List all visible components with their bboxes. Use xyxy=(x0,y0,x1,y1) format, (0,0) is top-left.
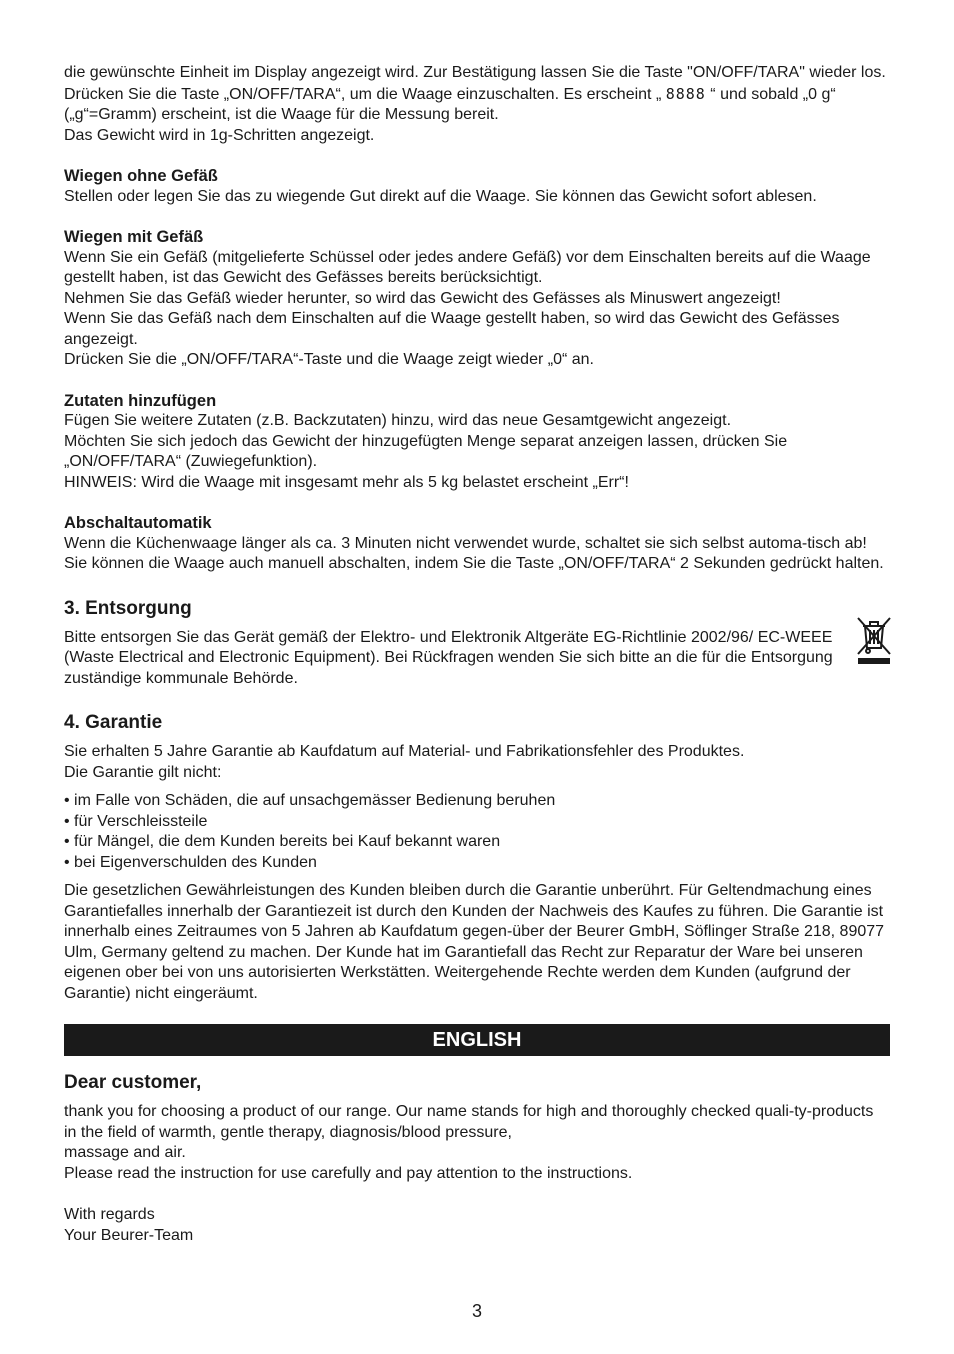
heading-entsorgung: 3. Entsorgung xyxy=(64,597,192,619)
english-p2: massage and air. xyxy=(64,1144,186,1161)
heading-abschalt: Abschaltautomatik xyxy=(64,514,212,532)
english-banner: ENGLISH xyxy=(64,1024,890,1056)
wiegen-mit-p1: Wenn Sie ein Gefäß (mitgelieferte Schüssel oder jedes andere Gefäß) vor dem Einschalten bereits auf die Waage gestellt haben, ist das Gewicht des Gefässes bereits berücksichtigt. xyxy=(64,248,871,286)
heading-zutaten: Zutaten hinzufügen xyxy=(64,391,217,410)
garantie-p2: Die Garantie gilt nicht: xyxy=(64,763,222,781)
english-p1: thank you for choosing a product of our range. Our name stands for high and thoroughly checked quali-ty-products in the field of warmth, gentle therapy, diagnosis/blood pressure, xyxy=(64,1103,874,1141)
intro-line-2 xyxy=(64,84,890,126)
entsorgung-text: Bitte entsorgen Sie das Gerät gemäß der Elektro- und Elektronik Altgeräte EG-Richtlinie 2002/96/ EC-WEEE (Waste Electrical and Electronic Equipment). Bei Rückfragen wenden Sie sich bitte an die für die Entsorgung zuständige kommunale Behörde. xyxy=(64,628,833,687)
weee-bin-icon xyxy=(854,614,894,666)
heading-wiegen-ohne: Wiegen ohne Gefäß xyxy=(64,167,218,185)
display-8888: 8888 xyxy=(665,84,706,103)
english-p3: Please read the instruction for use carefully and pay attention to the instructions. xyxy=(64,1164,633,1182)
wiegen-mit-p3: Wenn Sie das Gefäß nach dem Einschalten auf die Waage gestellt haben, so wird das Gewicht des Gefässes angezeigt. xyxy=(64,310,840,348)
garantie-p1: Sie erhalten 5 Jahre Garantie ab Kaufdatum auf Material- und Fabrikationsfehler des Produktes. xyxy=(64,743,745,760)
wiegen-mit-p2: Nehmen Sie das Gefäß wieder herunter, so wird das Gewicht des Gefässes als Minuswert angezeigt! xyxy=(64,289,781,307)
abschalt-p1: Wenn die Küchenwaage länger als ca. 3 Minuten nicht verwendet wurde, schaltet sie sich selbst automa-tisch ab! xyxy=(64,534,867,552)
zutaten-p2: Möchten Sie sich jedoch das Gewicht der hinzugefügten Menge separat anzeigen lassen, drücken Sie „ON/OFF/TARA“ (Zuwiegefunktion). xyxy=(64,432,788,470)
entsorgung-block xyxy=(64,628,890,690)
garantie-bullets xyxy=(64,791,890,873)
intro-line-3: Das Gewicht wird in 1g-Schritten angezeigt. xyxy=(64,126,375,144)
heading-wiegen-mit: Wiegen mit Gefäß xyxy=(64,228,204,246)
wiegen-mit-p4: Drücken Sie die „ON/OFF/TARA“-Taste und die Waage zeigt wieder „0“ an. xyxy=(64,351,594,368)
heading-garantie: 4. Garantie xyxy=(64,712,163,733)
abschalt-p2: Sie können die Waage auch manuell abschalten, indem Sie die Taste „ON/OFF/TARA“ 2 Sekunden gedrückt halten. xyxy=(64,555,884,572)
list-item: • für Mängel, die dem Kunden bereits bei Kauf bekannt waren xyxy=(64,832,890,853)
intro-line-1: die gewünschte Einheit im Display angezeigt wird. Zur Bestätigung lassen Sie die Taste "ON/OFF/TARA" wieder los. xyxy=(64,64,886,81)
intro-line-2-pre: Drücken Sie die Taste „ON/OFF/TARA“, um die Waage einzuschalten. Es erscheint „ xyxy=(64,85,666,103)
list-item: • im Falle von Schäden, die auf unsachgemässer Bedienung beruhen xyxy=(64,791,890,812)
dear-customer-heading: Dear customer, xyxy=(64,1072,202,1093)
zutaten-p3: HINWEIS: Wird die Waage mit insgesamt mehr als 5 kg belastet erscheint „Err“! xyxy=(64,473,629,491)
intro-line-2-post: “ und sobald „0 g“ („g“=Gramm) erscheint, ist die Waage für die Messung bereit. xyxy=(64,85,836,123)
list-item: • für Verschleissteile xyxy=(64,812,890,833)
english-regards: With regards xyxy=(64,1206,155,1223)
page-content xyxy=(64,63,890,1246)
list-item: • bei Eigenverschulden des Kunden xyxy=(64,853,890,874)
page-number: 3 xyxy=(471,1301,482,1321)
zutaten-p1: Fügen Sie weitere Zutaten (z.B. Backzutaten) hinzu, wird das neue Gesamtgewicht angezeigt. xyxy=(64,412,732,429)
garantie-p3: Die gesetzlichen Gewährleistungen des Kunden bleiben durch die Garantie unberührt. Für Geltendmachung eines Garantiefalles innerhalb der Garantiezeit ist durch den Kunden der Nachweis des Kaufes zu führen. Die Garantie ist innerhalb eines Zeitraumes von 5 Jahren ab Kaufdatum gegen-über der Beurer GmbH, Söflinger Straße 218, 89077 Ulm, Germany geltend zu machen. Der Kunde hat im Garantiefall das Recht zur Reparatur der Ware bei unseren eigenen ober bei von uns autorisierten Werkstätten. Weitergehende Rechte werden dem Kunden (aufgrund der Garantie) nicht eingeräumt. xyxy=(64,882,885,1002)
english-team: Your Beurer-Team xyxy=(64,1226,194,1244)
wiegen-ohne-text: Stellen oder legen Sie das zu wiegende Gut direkt auf die Waage. Sie können das Gewicht sofort ablesen. xyxy=(64,187,817,205)
